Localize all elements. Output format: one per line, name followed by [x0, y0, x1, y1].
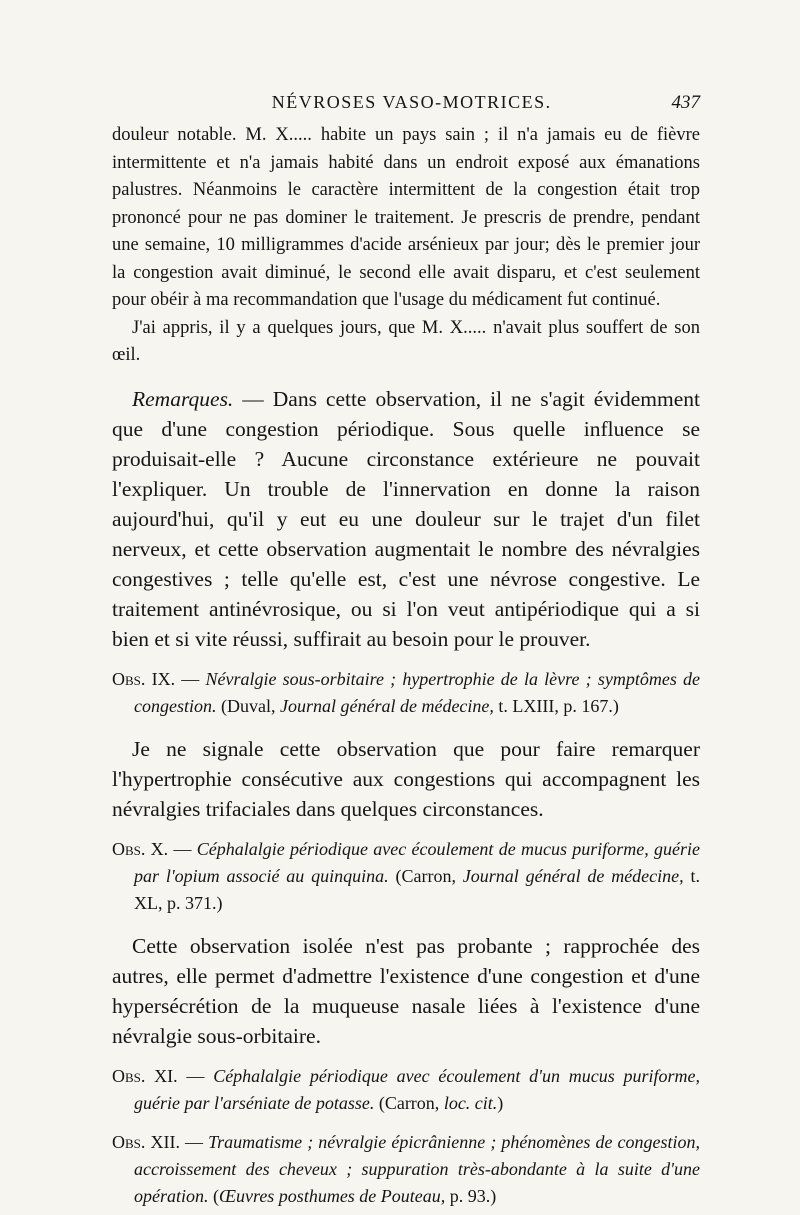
- obs10-dash: —: [168, 838, 197, 859]
- paragraph-hypertrophy: Je ne signale cette observation que pour faire remarquer l'hypertrophie consécutive aux congestions qui accompagnent les névralgies trifaciales dans quelques circonstances.: [112, 736, 700, 821]
- obs10-journal: Journal général de médecine,: [462, 865, 684, 886]
- observation-10: [112, 836, 700, 917]
- obs12-ref-open: (: [208, 1185, 219, 1206]
- obs11-dash: —: [177, 1065, 214, 1086]
- obs9-ref-open: (Duval,: [216, 695, 280, 716]
- obs12-ref-close: p. 93.): [445, 1185, 497, 1206]
- obs9-label: Obs. IX.: [112, 668, 176, 689]
- remarques-text: — Dans cette observation, il ne s'agit évidemment que d'une congestion périodique. Sous quelle influence se produisait-elle ? Aucune circonstance extérieure ne pouvait l'expliquer. Un trouble de l'innervation en donne la raison aujourd'hui, qu'il y eut eu une douleur sur le trajet d'un filet nerveux, et cette observation augmentait le nombre des névralgies congestives ; telle qu'elle est, c'est une névrose congestive. Le traitement antinévrosique, ou si l'on veut antipériodique qui a si bien et si vite réussi, suffirait au besoin pour le prouver.: [112, 386, 700, 651]
- obs9-dash: —: [175, 668, 206, 689]
- obs10-ref-close: t. XL, p. 371.): [134, 865, 700, 913]
- obs11-loc: loc. cit.: [443, 1092, 498, 1113]
- paragraph-follow-up: J'ai appris, il y a quelques jours, que M. X..... n'avait plus souffert de son œil.: [112, 317, 700, 365]
- obs12-label: Obs. XII.: [112, 1131, 180, 1152]
- obs10-title: Céphalalgie périodique avec écoulement de mucus puriforme, guérie par l'opium associé au quinquina.: [134, 838, 700, 886]
- remarques-label: Remarques.: [132, 386, 234, 411]
- obs11-ref-open: (Carron,: [374, 1092, 444, 1113]
- obs9-title: Névralgie sous-orbitaire ; hypertrophie de la lèvre ; symptômes de congestion.: [134, 668, 700, 716]
- obs12-source: Œuvres posthumes de Pouteau,: [219, 1185, 446, 1206]
- obs11-ref-close: ): [497, 1092, 504, 1113]
- obs9-journal: Journal général de médecine,: [279, 695, 494, 716]
- obs11-label: Obs. XI.: [112, 1065, 178, 1086]
- obs12-title: Traumatisme ; névralgie épicrânienne ; phénomènes de congestion, accroissement des cheveux ; suppuration très-abondante à la suite d'une opération.: [134, 1131, 701, 1206]
- obs10-ref-open: (Carron,: [388, 865, 463, 886]
- observation-11: [112, 1063, 700, 1117]
- obs11-title: Céphalalgie périodique avec écoulement d'un mucus puriforme, guérie par l'arséniate de potasse.: [134, 1065, 700, 1113]
- obs10-label: Obs. X.: [112, 838, 169, 859]
- remarques-paragraph: [112, 384, 700, 654]
- observation-12: [112, 1129, 700, 1210]
- page-number: 437: [671, 92, 700, 113]
- obs12-dash: —: [179, 1131, 209, 1152]
- observation-9: [112, 666, 700, 720]
- running-title: NÉVROSES VASO-MOTRICES.: [271, 92, 552, 112]
- paragraph-hypersecretion: Cette observation isolée n'est pas probante ; rapprochée des autres, elle permet d'admettre l'existence d'une congestion et d'une hypersécrétion de la muqueuse nasale liées à l'existence d'une névralgie sous-orbitaire.: [112, 933, 700, 1048]
- page-header: [112, 92, 700, 114]
- obs9-ref-close: t. LXIII, p. 167.): [493, 695, 619, 716]
- paragraph-continuation: douleur notable. M. X..... habite un pays sain ; il n'a jamais eu de fièvre intermittente et n'a jamais habité dans un endroit exposé aux émanations palustres. Néanmoins le caractère intermittent de la congestion était trop prononcé pour ne pas dominer le traitement. Je prescris de prendre, pendant une semaine, 10 milligrammes d'acide arsénieux par jour; dès le premier jour la congestion avait diminué, le second elle avait disparu, et c'est seulement pour obéir à ma recommandation que l'usage du médicament fut continué.: [112, 125, 700, 310]
